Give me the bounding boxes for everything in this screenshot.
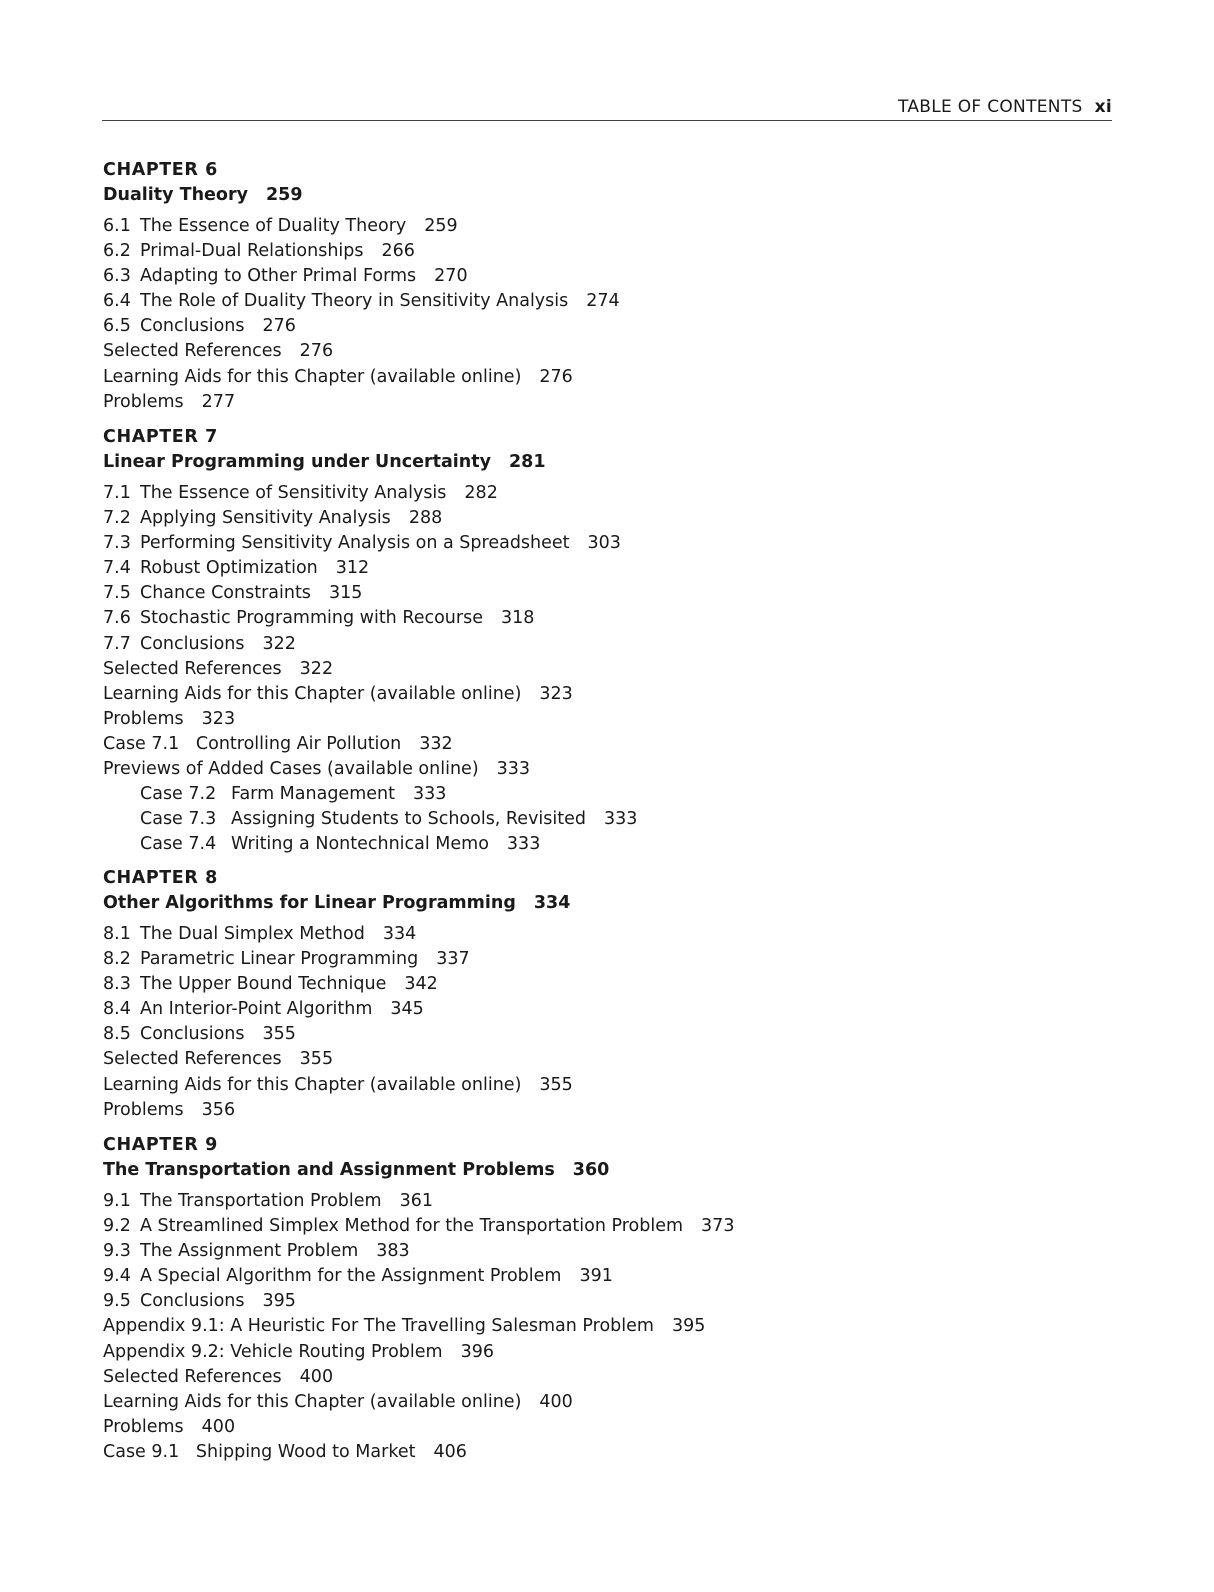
entry-page-number: 396 <box>460 1341 494 1362</box>
section-number: 7.5 <box>103 583 131 604</box>
toc-entry[interactable] <box>103 1440 1103 1465</box>
entry-page-number: 333 <box>604 809 638 830</box>
toc-entry[interactable] <box>103 1264 1103 1289</box>
entry-page-number: 395 <box>671 1316 706 1337</box>
toc-entry[interactable] <box>103 657 1103 682</box>
chapter-title <box>103 450 1103 475</box>
toc-entry[interactable] <box>103 214 1103 239</box>
running-head <box>102 96 1112 121</box>
entry-page-number: 337 <box>436 949 470 970</box>
chapter-label: CHAPTER 7 <box>103 427 218 447</box>
entry-title: Appendix 9.1: A Heuristic For The Travelling Salesman Problem <box>103 1316 654 1337</box>
chapter-page-number: 360 <box>572 1160 610 1180</box>
toc-entry[interactable] <box>103 1189 1103 1214</box>
entry-page-number: 400 <box>299 1366 334 1387</box>
entry-title: Appendix 9.2: Vehicle Routing Problem <box>103 1341 443 1362</box>
entry-page-number: 266 <box>381 241 415 262</box>
entry-page-number: 406 <box>433 1441 467 1462</box>
entry-page-number: 276 <box>539 366 573 387</box>
entry-title: Selected References <box>103 341 282 362</box>
entry-page-number: 303 <box>587 533 621 554</box>
entry-title: Case 9.1 Shipping Wood to Market <box>103 1441 416 1462</box>
toc-entry[interactable] <box>103 732 1103 757</box>
toc-entry[interactable] <box>103 997 1103 1022</box>
entry-page-number: 322 <box>299 658 334 679</box>
entry-page-number: 276 <box>262 316 296 337</box>
section-number: 9.5 <box>103 1291 131 1312</box>
entry-page-number: 356 <box>201 1099 236 1120</box>
entry-page-number: 312 <box>335 558 370 579</box>
entry-page-number: 355 <box>539 1074 573 1095</box>
toc-entry[interactable] <box>103 1047 1103 1072</box>
chapter-page-number: 334 <box>533 893 571 913</box>
entry-page-number: 277 <box>201 391 236 412</box>
toc-entry[interactable] <box>103 239 1103 264</box>
entry-title: Conclusions <box>140 316 245 337</box>
entry-title: The Assignment Problem <box>140 1241 359 1262</box>
chapter-label: CHAPTER 8 <box>103 868 218 888</box>
toc-entry[interactable] <box>103 682 1103 707</box>
chapter-title <box>103 891 1103 916</box>
entry-title: Previews of Added Cases (available online) <box>103 759 479 780</box>
entry-page-number: 318 <box>500 608 535 629</box>
page-folio: xi <box>1094 97 1112 117</box>
section-number: 8.3 <box>103 974 131 995</box>
toc-entry[interactable] <box>103 1314 1103 1339</box>
entry-page-number: 333 <box>412 784 447 805</box>
toc-entry[interactable] <box>103 556 1103 581</box>
chapter-title <box>103 183 1103 208</box>
entry-title: Problems <box>103 391 184 412</box>
section-number: 8.1 <box>103 924 131 944</box>
toc-entry[interactable] <box>103 832 1103 857</box>
toc-entry[interactable] <box>103 365 1103 390</box>
entry-page-number: 276 <box>299 341 334 362</box>
toc-entry[interactable] <box>103 531 1103 556</box>
entry-title: Assigning Students to Schools, Revisited <box>231 809 587 830</box>
toc-entry[interactable] <box>103 481 1103 506</box>
entry-title: Chance Constraints <box>140 583 311 604</box>
entry-page-number: 355 <box>299 1049 334 1070</box>
section-number: 8.4 <box>103 999 131 1020</box>
toc-entry[interactable] <box>103 581 1103 606</box>
section-number: 7.2 <box>103 508 131 529</box>
toc-entry[interactable] <box>103 1239 1103 1264</box>
entry-title: Performing Sensitivity Analysis on a Spreadsheet <box>140 533 570 554</box>
section-number: 9.2 <box>103 1216 131 1237</box>
entry-title: An Interior-Point Algorithm <box>140 999 373 1020</box>
entry-page-number: 342 <box>404 974 438 995</box>
entry-title: Case 7.1 Controlling Air Pollution <box>103 733 402 754</box>
entry-title: Farm Management <box>231 784 395 805</box>
section-number: 9.4 <box>103 1266 131 1287</box>
entry-title: The Upper Bound Technique <box>140 974 387 995</box>
toc-entry[interactable] <box>103 1289 1103 1314</box>
toc-entry[interactable] <box>103 947 1103 972</box>
chapter-title-text: The Transportation and Assignment Problems <box>103 1160 555 1180</box>
entry-title: Learning Aids for this Chapter (available online) <box>103 1391 522 1412</box>
entry-title: Selected References <box>103 1366 282 1387</box>
section-number: 7.1 <box>103 483 131 503</box>
entry-title: Parametric Linear Programming <box>140 949 419 970</box>
entry-page-number: 355 <box>262 1024 296 1045</box>
entry-title: A Special Algorithm for the Assignment Problem <box>140 1266 562 1287</box>
entry-title: Problems <box>103 1416 184 1437</box>
entry-page-number: 400 <box>201 1416 236 1437</box>
section-number: 7.6 <box>103 608 131 629</box>
entry-page-number: 395 <box>262 1291 296 1312</box>
entry-title: The Essence of Sensitivity Analysis <box>140 483 447 503</box>
entry-title: The Essence of Duality Theory <box>140 216 407 236</box>
section-number: 9.3 <box>103 1241 131 1262</box>
entry-page-number: 323 <box>539 683 573 704</box>
toc-entry[interactable] <box>103 289 1103 314</box>
entry-page-number: 288 <box>408 508 443 529</box>
entry-page-number: 361 <box>399 1191 433 1211</box>
entry-page-number: 259 <box>424 216 458 236</box>
toc-entry[interactable] <box>103 606 1103 631</box>
entry-page-number: 391 <box>579 1266 613 1287</box>
chapter-title-text: Other Algorithms for Linear Programming <box>103 893 516 913</box>
running-title: TABLE OF CONTENTS <box>897 97 1083 117</box>
entry-title: Applying Sensitivity Analysis <box>140 508 391 529</box>
entry-page-number: 373 <box>701 1216 735 1237</box>
section-number: 6.5 <box>103 316 131 337</box>
toc-entry[interactable] <box>103 1073 1103 1098</box>
section-number: 7.4 <box>103 558 131 579</box>
toc-entry[interactable] <box>103 632 1103 657</box>
toc-entry[interactable] <box>103 782 1103 807</box>
chapter-title-text: Linear Programming under Uncertainty <box>103 452 491 472</box>
section-number: 7.3 <box>103 533 131 554</box>
entry-page-number: 270 <box>434 266 468 287</box>
entry-page-number: 274 <box>586 291 620 312</box>
entry-page-number: 323 <box>201 708 236 729</box>
entry-title: Learning Aids for this Chapter (available online) <box>103 683 522 704</box>
entry-title: Learning Aids for this Chapter (available online) <box>103 366 522 387</box>
entry-page-number: 400 <box>539 1391 573 1412</box>
chapter-title <box>103 1158 1103 1183</box>
entry-title: Conclusions <box>140 1291 245 1312</box>
entry-title: A Streamlined Simplex Method for the Transportation Problem <box>140 1216 684 1237</box>
toc-entry[interactable] <box>103 707 1103 732</box>
entry-page-number: 334 <box>382 924 417 944</box>
chapter-title-text: Duality Theory <box>103 185 248 205</box>
section-number: 8.5 <box>103 1024 131 1045</box>
entry-page-number: 322 <box>262 633 296 654</box>
section-number: Case 7.3 <box>140 809 217 830</box>
toc-entry[interactable] <box>103 339 1103 364</box>
chapter-page-number: 259 <box>265 185 303 205</box>
chapter-label: CHAPTER 9 <box>103 1135 218 1155</box>
entry-title: Primal-Dual Relationships <box>140 241 364 262</box>
toc-entry[interactable] <box>103 1365 1103 1390</box>
section-number: 6.1 <box>103 216 131 236</box>
chapter-page-number: 281 <box>508 452 546 472</box>
section-number: 7.7 <box>103 633 131 654</box>
toc-entry[interactable] <box>103 1415 1103 1440</box>
toc-entry[interactable] <box>103 1214 1103 1239</box>
toc-entry[interactable] <box>103 1390 1103 1415</box>
chapter-section <box>103 866 1103 1123</box>
toc-entry[interactable] <box>103 264 1103 289</box>
section-number: Case 7.4 <box>140 834 217 855</box>
entry-title: Conclusions <box>140 633 245 654</box>
toc-entry[interactable] <box>103 314 1103 339</box>
section-number: Case 7.2 <box>140 784 217 805</box>
entry-title: Robust Optimization <box>140 558 318 579</box>
entry-title: Learning Aids for this Chapter (available online) <box>103 1074 522 1095</box>
chapter-label: CHAPTER 6 <box>103 160 218 180</box>
entry-title: Selected References <box>103 658 282 679</box>
entry-title: Adapting to Other Primal Forms <box>140 266 417 287</box>
section-number: 6.4 <box>103 291 131 312</box>
section-number: 9.1 <box>103 1191 131 1211</box>
chapter-section <box>103 158 1103 415</box>
entry-page-number: 383 <box>376 1241 410 1262</box>
entry-title: Selected References <box>103 1049 282 1070</box>
toc-entry[interactable] <box>103 757 1103 782</box>
toc-entry[interactable] <box>103 1340 1103 1365</box>
chapter-section <box>103 425 1103 857</box>
section-number: 6.2 <box>103 241 131 262</box>
entry-page-number: 282 <box>464 483 498 503</box>
entry-title: Stochastic Programming with Recourse <box>140 608 483 629</box>
entry-title: Conclusions <box>140 1024 245 1045</box>
toc-entry[interactable] <box>103 390 1103 415</box>
entry-page-number: 315 <box>328 583 363 604</box>
entry-page-number: 332 <box>419 733 453 754</box>
toc-entry[interactable] <box>103 506 1103 531</box>
entry-title: Problems <box>103 708 184 729</box>
section-number: 6.3 <box>103 266 131 287</box>
entry-title: Problems <box>103 1099 184 1120</box>
toc-entry[interactable] <box>103 972 1103 997</box>
entry-title: Writing a Nontechnical Memo <box>231 834 489 855</box>
entry-title: The Dual Simplex Method <box>140 924 365 944</box>
entry-title: The Transportation Problem <box>140 1191 382 1211</box>
section-number: 8.2 <box>103 949 131 970</box>
entry-title: The Role of Duality Theory in Sensitivity Analysis <box>140 291 569 312</box>
toc-entry[interactable] <box>103 1098 1103 1123</box>
chapter-section <box>103 1133 1103 1465</box>
entry-page-number: 345 <box>390 999 424 1020</box>
entry-page-number: 333 <box>506 834 541 855</box>
toc-entry[interactable] <box>103 1022 1103 1047</box>
toc-entry[interactable] <box>103 807 1103 832</box>
toc-entry[interactable] <box>103 922 1103 947</box>
entry-page-number: 333 <box>496 759 531 780</box>
